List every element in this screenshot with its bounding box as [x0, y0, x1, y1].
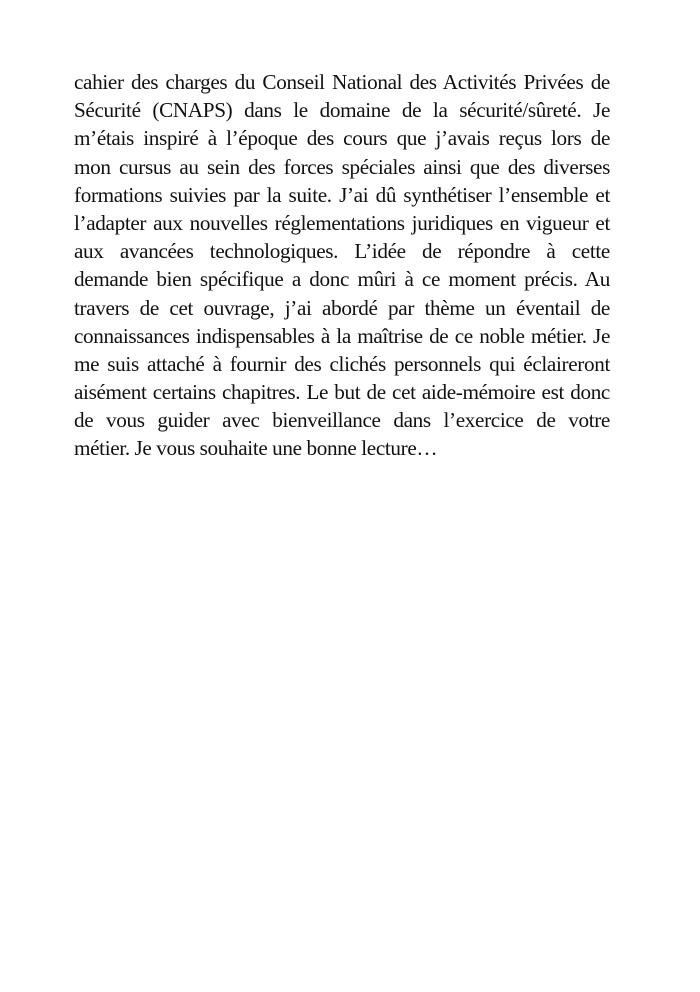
text-line: mon cursus au sein des forces spéciales ainsi que des diverses: [74, 154, 610, 179]
text-line: me suis attaché à fournir des clichés personnels qui éclaireront: [74, 351, 610, 376]
text-line: travers de cet ouvrage, j’ai abordé par thème un éventail de: [74, 295, 610, 320]
text-line: demande bien spécifique a donc mûri à ce moment précis. Au: [74, 267, 610, 292]
text-line-last: métier. Je vous souhaite une bonne lecture…: [74, 436, 438, 461]
text-line: cahier des charges du Conseil National des Activités Privées de: [74, 70, 610, 94]
text-line: m’étais inspiré à l’époque des cours que j’avais reçus lors de: [74, 126, 610, 151]
body-paragraph: [74, 68, 610, 463]
text-line: l’adapter aux nouvelles réglementations juridiques en vigueur et: [74, 210, 610, 235]
text-line: connaissances indispensables à la maîtrise de ce noble métier. Je: [74, 323, 610, 348]
text-line: aux avancées technologiques. L’idée de répondre à cette: [74, 239, 610, 264]
text-line: aisément certains chapitres. Le but de cet aide-mémoire est donc: [74, 380, 610, 405]
text-line: formations suivies par la suite. J’ai dû synthétiser l’ensemble et: [74, 182, 610, 207]
text-line: de vous guider avec bienveillance dans l’exercice de votre: [74, 408, 610, 433]
text-line: Sécurité (CNAPS) dans le domaine de la sécurité/sûreté. Je: [74, 98, 610, 123]
